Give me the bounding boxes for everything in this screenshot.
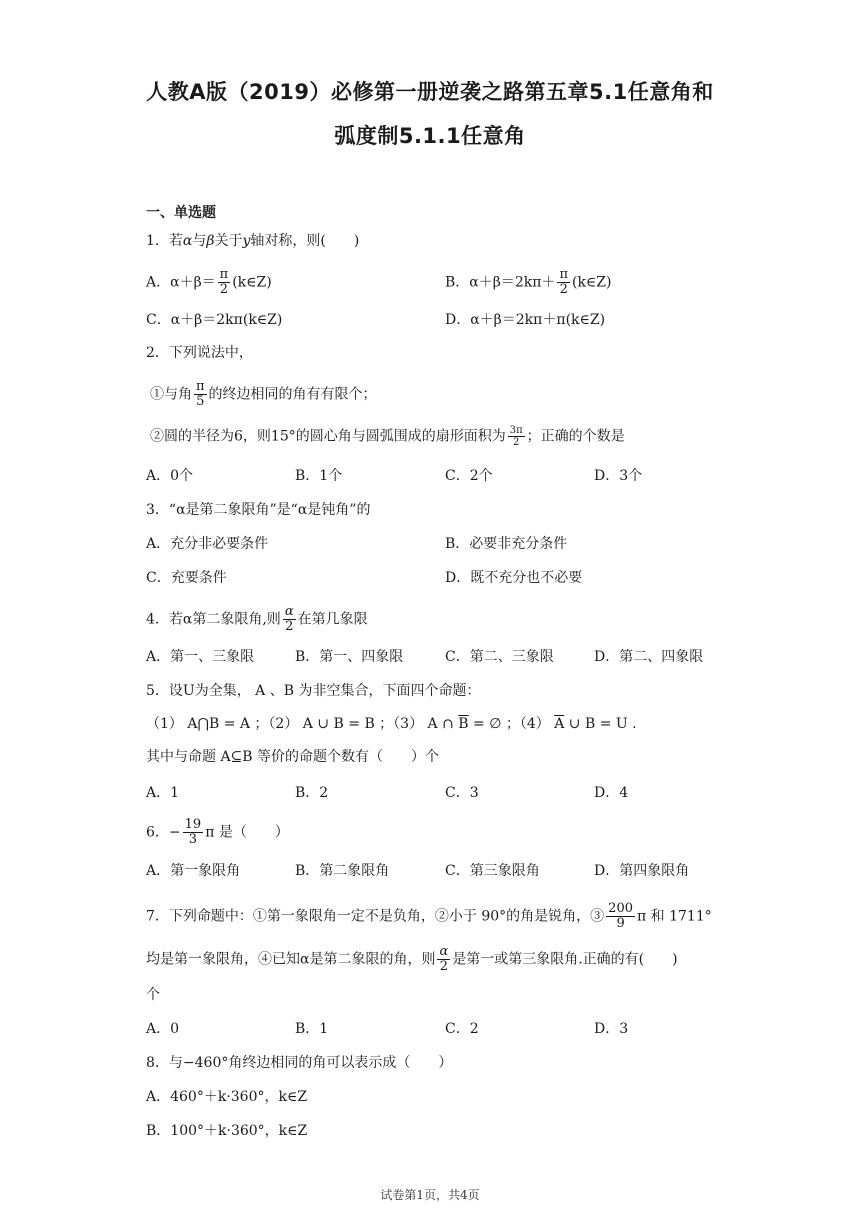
question-2-option-b: B．1个 bbox=[295, 468, 343, 484]
question-6-option-c: C．第三象限角 bbox=[445, 863, 540, 879]
question-4-option-c: C．第二、三象限 bbox=[445, 649, 554, 665]
question-5-option-a: A．1 bbox=[146, 785, 180, 801]
question-1-option-a: A．α＋β＝ $\frac{\pi}{2}$ (k∈Z) bbox=[146, 267, 272, 297]
question-5-option-d: D．4 bbox=[594, 785, 629, 801]
question-7-option-a: A．0 bbox=[146, 1021, 180, 1037]
page-footer: 试卷第1页，共4页 bbox=[380, 1188, 480, 1202]
page-title-line1: 人教A版（2019）必修第一册逆袭之路第五章5.1任意角和 bbox=[146, 80, 714, 104]
question-6-option-a: A．第一象限角 bbox=[146, 863, 241, 879]
section-heading: 一、单选题 bbox=[146, 205, 216, 221]
question-8-option-a: A．460°＋k·360°，k∈Z bbox=[146, 1089, 308, 1105]
question-7-line-2: 均是第一象限角，④已知α是第二象限的角，则 $\frac{\alpha}{2}$ 是第一或第三象限角.正确的有( ) bbox=[146, 944, 678, 974]
question-1-option-c: C．α＋β＝2kπ(k∈Z) bbox=[146, 312, 283, 328]
question-4-option-d: D．第二、四象限 bbox=[594, 649, 704, 665]
question-7-option-d: D．3 bbox=[594, 1021, 629, 1037]
question-3-option-a: A．充分非必要条件 bbox=[146, 536, 269, 552]
question-1-option-d: D．α＋β＝2kπ＋π(k∈Z) bbox=[445, 312, 606, 328]
question-4-option-a: A．第一、三象限 bbox=[146, 649, 255, 665]
question-1-stem: 1．若α与β关于y轴对称，则( ) bbox=[146, 233, 360, 249]
question-3-stem: 3．“α是第二象限角”是“α是钝角”的 bbox=[146, 502, 371, 518]
question-5-option-c: C．3 bbox=[445, 785, 479, 801]
question-8-option-b: B．100°＋k·360°，k∈Z bbox=[146, 1123, 308, 1139]
question-8-stem: 8．与−460°角终边相同的角可以表示成（ ） bbox=[146, 1055, 453, 1071]
question-6-option-d: D．第四象限角 bbox=[594, 863, 690, 879]
question-1-option-b: B．α＋β＝2kπ＋ $\frac{\pi}{2}$ (k∈Z) bbox=[445, 267, 612, 297]
question-3-option-d: D．既不充分也不必要 bbox=[445, 570, 583, 586]
question-5-propositions: （1） A⋂B = A ；（2） A ∪ B = B ；（3） A ∩ $\overline{B}$ = ∅ ；（4） $\overline{A}$ ∪ B = U . bbox=[146, 716, 637, 732]
question-7-option-b: B．1 bbox=[295, 1021, 329, 1037]
question-2-option-c: C．2个 bbox=[445, 468, 493, 484]
question-2-option-a: A．0个 bbox=[146, 468, 194, 484]
question-2-option-d: D．3个 bbox=[594, 468, 643, 484]
question-2-statement-1: ①与角 $\frac{\pi}{5}$ 的终边相同的角有有限个； bbox=[150, 379, 377, 409]
question-4-stem: 4．若α第二象限角,则 $\frac{\alpha}{2}$ 在第几象限 bbox=[146, 604, 368, 634]
question-3-option-b: B．必要非充分条件 bbox=[445, 536, 568, 552]
page-title-line2: 弧度制5.1.1任意角 bbox=[334, 124, 526, 148]
question-6-stem: 6．− $\frac{19}{3}$ π 是（ ） bbox=[146, 817, 289, 847]
question-6-option-b: B．第二象限角 bbox=[295, 863, 390, 879]
question-5-stem: 5．设U为全集， A 、B 为非空集合，下面四个命题： bbox=[146, 683, 481, 699]
question-2-statement-2: ②圆的半径为6，则15°的圆心角与圆弧围成的扇形面积为 $\frac{3\pi}{2}$ ；正确的个数是 bbox=[150, 425, 625, 448]
question-7-line-3: 个 bbox=[146, 987, 160, 1003]
question-3-option-c: C．充要条件 bbox=[146, 570, 227, 586]
question-5-option-b: B．2 bbox=[295, 785, 329, 801]
question-2-stem: 2．下列说法中， bbox=[146, 345, 253, 361]
question-7-line-1: 7．下列命题中：①第一象限角一定不是负角，②小于 90°的角是锐角，③ $\frac{200}{9}$ π 和 1711° bbox=[146, 901, 712, 931]
question-4-option-b: B．第一、四象限 bbox=[295, 649, 404, 665]
question-5-equivalence: 其中与命题 A⊆B 等价的命题个数有（ ）个 bbox=[146, 749, 440, 765]
question-7-option-c: C．2 bbox=[445, 1021, 479, 1037]
